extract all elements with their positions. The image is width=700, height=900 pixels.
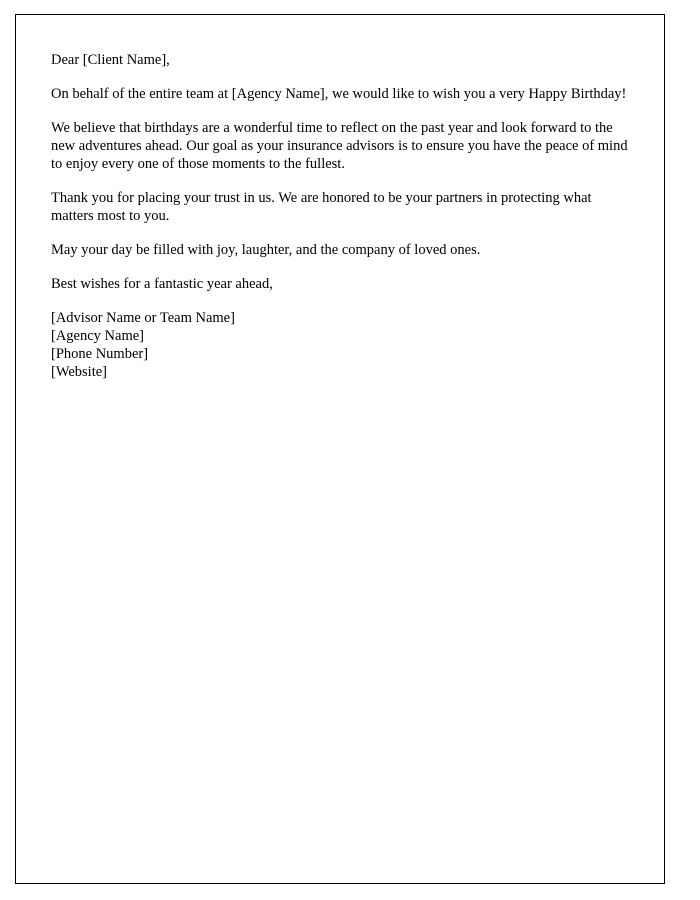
signature-advisor-name: [Advisor Name or Team Name] [51, 310, 235, 326]
letter-page [15, 14, 665, 884]
paragraph-thanks: Thank you for placing your trust in us. We are honored to be your partners in protecting what matters most to you. [51, 190, 592, 224]
paragraph-greeting: On behalf of the entire team at [Agency Name], we would like to wish you a very Happy Birthday! [51, 86, 627, 102]
signature-phone-number: [Phone Number] [51, 346, 149, 362]
closing-line: Best wishes for a fantastic year ahead, [51, 276, 273, 292]
letter-body [16, 15, 664, 381]
signature-agency-name: [Agency Name] [51, 328, 144, 344]
signature-website: [Website] [51, 364, 108, 380]
signature-block [51, 309, 628, 381]
paragraph-reflection: We believe that birthdays are a wonderful time to reflect on the past year and look forward to the new adventures ahead. Our goal as your insurance advisors is to ensure you have the peace of mind to enjoy every one of those moments to the fullest. [51, 120, 628, 172]
salutation: Dear [Client Name], [51, 52, 170, 68]
paragraph-wish: May your day be filled with joy, laughter, and the company of loved ones. [51, 242, 481, 258]
